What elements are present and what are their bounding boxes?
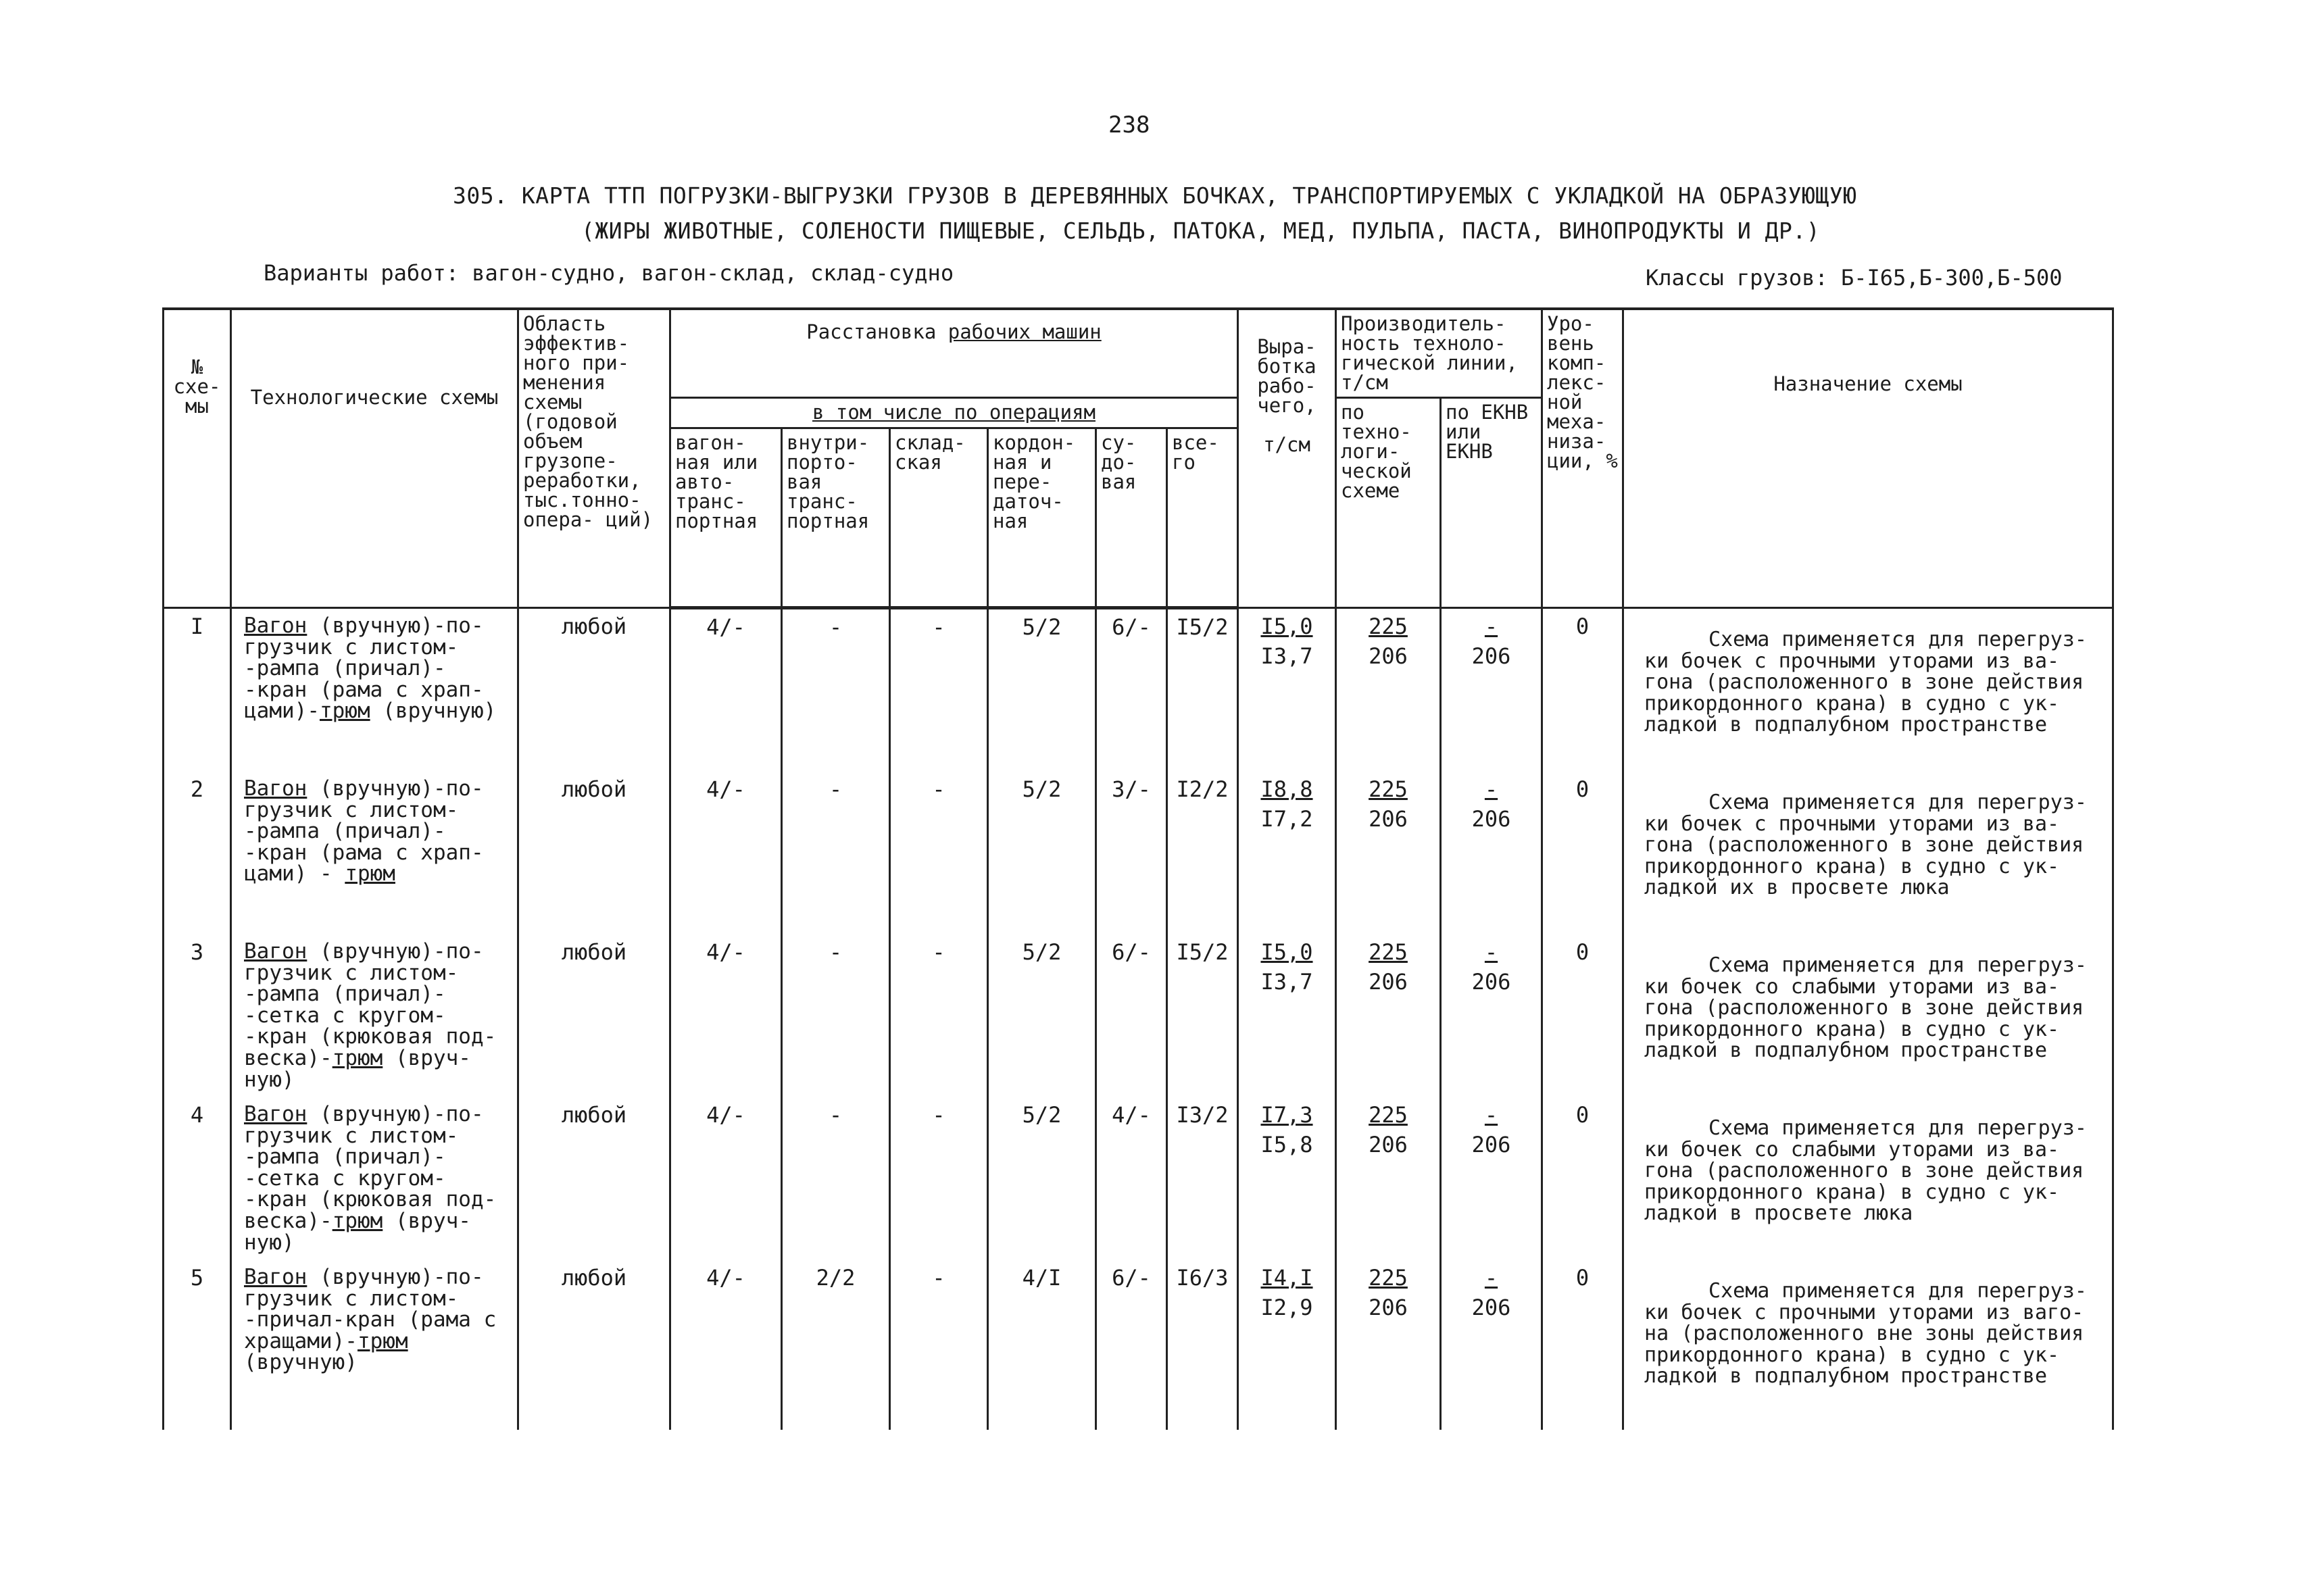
scheme-mid: (вручную)-по- грузчик с листом- -рампа (причал)- -сетка с кругом- -кран (крюковая под- веска)- <box>244 1102 497 1234</box>
header-output-label: Выра- ботка рабо- чего, <box>1257 335 1316 417</box>
table-row <box>164 608 2113 772</box>
prod-ekn-cell <box>1441 772 1542 934</box>
scheme-mid: (вручную)-по- грузчик с листом- -рампа (причал)- -кран (рама с храп- цами)- <box>244 614 484 724</box>
prod-ekn-cell <box>1441 1097 1542 1260</box>
wagon-cell: 4/- <box>670 1097 782 1260</box>
tech-scheme <box>231 1260 518 1430</box>
level-cell: 0 <box>1542 1097 1623 1260</box>
header-prod-ekn: по ЕКНВ или ЕКНВ <box>1441 398 1542 608</box>
header-including: в том числе по операциям <box>670 398 1238 428</box>
output-cell <box>1238 1097 1336 1260</box>
prod-tech-cell <box>1336 608 1441 772</box>
cordon-cell: 5/2 <box>988 1097 1096 1260</box>
area-cell: любой <box>518 1097 670 1260</box>
level-cell: 0 <box>1542 1260 1623 1430</box>
wagon-cell: 4/- <box>670 608 782 772</box>
output-cell <box>1238 934 1336 1097</box>
scheme-start: Вагон <box>244 776 307 801</box>
prod-tech-cell <box>1336 772 1441 934</box>
header-placement-machines: рабочих машин <box>947 320 1102 343</box>
internal-cell: - <box>782 1097 890 1260</box>
cordon-cell: 5/2 <box>988 608 1096 772</box>
output-cell <box>1238 608 1336 772</box>
output-top: I7,3 <box>1260 1102 1313 1128</box>
scheme-hold: трюм <box>332 1209 383 1234</box>
prod-ekn-cell <box>1441 1260 1542 1430</box>
scheme-hold: трюм <box>319 699 370 724</box>
document-subtitle: (ЖИРЫ ЖИВОТНЫЕ, СОЛЕНОСТИ ПИЩЕВЫЕ, СЕЛЬДЬ, ПАТОКА, МЕД, ПУЛЬПА, ПАСТА, ВИНОПРОДУКТЫ И ДР.) <box>581 218 1821 244</box>
ship-cell: 3/- <box>1096 772 1167 934</box>
output-bottom: I5,8 <box>1260 1132 1313 1157</box>
scheme-mid: (вручную)-по- грузчик с листом- -рампа (причал)- -кран (рама с храп- цами) - <box>244 776 484 887</box>
tech-scheme <box>231 608 518 772</box>
scheme-number: 4 <box>164 1097 231 1260</box>
area-cell: любой <box>518 608 670 772</box>
header-ship: су- до- вая <box>1096 428 1167 608</box>
prod-tech-top: 225 <box>1369 614 1408 639</box>
cordon-cell: 5/2 <box>988 772 1096 934</box>
output-cell <box>1238 772 1336 934</box>
output-top: I5,0 <box>1260 939 1313 965</box>
output-bottom: I3,7 <box>1260 643 1313 669</box>
purpose-cell: Схема применяется для перегруз- ки бочек с прочными уторами из ва- гона (расположенного в зоне действия прикордонного крана) в судно с ук- ладкой в подпалубном пространстве <box>1623 608 2113 772</box>
output-top: I4,I <box>1260 1265 1313 1291</box>
cargo-classes: Классы грузов: Б-I65,Б-300,Б-500 <box>1646 265 2063 291</box>
prod-tech-bottom: 206 <box>1369 643 1408 669</box>
scheme-start: Вагон <box>244 939 307 964</box>
scheme-end: (вруч- ную) <box>244 1209 471 1255</box>
scheme-mid: (вручную)-по- грузчик с листом- -причал-кран (рама с хращами)- <box>244 1265 497 1353</box>
purpose-cell: Схема применяется для перегруз- ки бочек с прочными уторами из ва- гона (расположенного в зоне действия прикордонного крана) в судно с ук- ладкой их в просвете люка <box>1623 772 2113 934</box>
header-wagon: вагон- ная или авто- транс- портная <box>670 428 782 608</box>
header-num: № схе- мы <box>164 309 231 608</box>
table-row <box>164 1260 2113 1430</box>
header-level: Уро- вень комп- лекс- ной меха- низа- ции, % <box>1542 309 1623 608</box>
prod-ekn-bottom: 206 <box>1471 1295 1511 1320</box>
ship-cell: 4/- <box>1096 1097 1167 1260</box>
header-cordon: кордон- ная и пере- даточ- ная <box>988 428 1096 608</box>
output-bottom: I2,9 <box>1260 1295 1313 1320</box>
header-internal: внутри- порто- вая транс- портная <box>782 428 890 608</box>
header-placement <box>670 309 1238 398</box>
header-prod-tech: по техно- логи- ческой схеме <box>1336 398 1441 608</box>
output-bottom: I7,2 <box>1260 806 1313 832</box>
table-row <box>164 1097 2113 1260</box>
internal-cell: - <box>782 934 890 1097</box>
tech-scheme <box>231 934 518 1097</box>
page-number: 238 <box>1108 111 1150 139</box>
warehouse-cell: - <box>890 1097 988 1260</box>
tech-scheme <box>231 1097 518 1260</box>
scheme-number: 3 <box>164 934 231 1097</box>
header-output <box>1238 309 1336 608</box>
total-cell: I3/2 <box>1167 1097 1238 1260</box>
prod-ekn-bottom: 206 <box>1471 806 1511 832</box>
scheme-hold: трюм <box>345 862 395 887</box>
prod-ekn-top: - <box>1484 1102 1498 1128</box>
area-cell: любой <box>518 1260 670 1430</box>
scheme-end: (вручную) <box>370 699 497 724</box>
prod-tech-top: 225 <box>1369 1102 1408 1128</box>
level-cell: 0 <box>1542 772 1623 934</box>
purpose-cell: Схема применяется для перегруз- ки бочек со слабыми уторами из ва- гона (расположенного в зоне действия прикордонного крана) в судно с ук- ладкой в подпалубном пространстве <box>1623 934 2113 1097</box>
level-cell: 0 <box>1542 608 1623 772</box>
scheme-number: 5 <box>164 1260 231 1430</box>
scheme-start: Вагон <box>244 1265 307 1289</box>
output-top: I5,0 <box>1260 614 1313 639</box>
scheme-start: Вагон <box>244 1102 307 1126</box>
prod-tech-cell <box>1336 934 1441 1097</box>
table-row <box>164 934 2113 1097</box>
prod-tech-cell <box>1336 1097 1441 1260</box>
prod-ekn-top: - <box>1484 1265 1498 1291</box>
warehouse-cell: - <box>890 1260 988 1430</box>
header-total: все- го <box>1167 428 1238 608</box>
scheme-end: (вручную) <box>244 1350 358 1375</box>
internal-cell: - <box>782 608 890 772</box>
prod-ekn-bottom: 206 <box>1471 643 1511 669</box>
prod-tech-bottom: 206 <box>1369 1295 1408 1320</box>
output-cell <box>1238 1260 1336 1430</box>
level-cell: 0 <box>1542 934 1623 1097</box>
prod-tech-top: 225 <box>1369 1265 1408 1291</box>
scheme-number: I <box>164 608 231 772</box>
header-tech: Технологические схемы <box>231 309 518 608</box>
warehouse-cell: - <box>890 608 988 772</box>
warehouse-cell: - <box>890 772 988 934</box>
total-cell: I5/2 <box>1167 608 1238 772</box>
scheme-start: Вагон <box>244 614 307 638</box>
area-cell: любой <box>518 934 670 1097</box>
output-bottom: I3,7 <box>1260 969 1313 995</box>
header-warehouse: склад- ская <box>890 428 988 608</box>
purpose-cell: Схема применяется для перегруз- ки бочек со слабыми уторами из ва- гона (расположенного в зоне действия прикордонного крана) в судно с ук- ладкой в просвете люка <box>1623 1097 2113 1260</box>
wagon-cell: 4/- <box>670 772 782 934</box>
table-row <box>164 772 2113 934</box>
prod-ekn-top: - <box>1484 939 1498 965</box>
prod-ekn-top: - <box>1484 614 1498 639</box>
total-cell: I6/3 <box>1167 1260 1238 1430</box>
prod-tech-cell <box>1336 1260 1441 1430</box>
total-cell: I2/2 <box>1167 772 1238 934</box>
prod-ekn-bottom: 206 <box>1471 1132 1511 1157</box>
scheme-number: 2 <box>164 772 231 934</box>
ship-cell: 6/- <box>1096 1260 1167 1430</box>
tech-scheme <box>231 772 518 934</box>
wagon-cell: 4/- <box>670 1260 782 1430</box>
wagon-cell: 4/- <box>670 934 782 1097</box>
prod-tech-top: 225 <box>1369 939 1408 965</box>
prod-ekn-cell <box>1441 608 1542 772</box>
prod-ekn-bottom: 206 <box>1471 969 1511 995</box>
prod-tech-bottom: 206 <box>1369 969 1408 995</box>
work-variants: Варианты работ: вагон-судно, вагон-склад, склад-судно <box>264 260 954 286</box>
scheme-hold: трюм <box>357 1328 408 1353</box>
prod-tech-top: 225 <box>1369 776 1408 802</box>
ttp-table <box>162 307 2114 1430</box>
ship-cell: 6/- <box>1096 934 1167 1097</box>
internal-cell: 2/2 <box>782 1260 890 1430</box>
purpose-cell: Схема применяется для перегруз- ки бочек с прочными уторами из ваго- на (расположенного вне зоны действия прикордонного крана) в судно с ук- ладкой в подпалубном пространстве <box>1623 1260 2113 1430</box>
header-purpose: Назначение схемы <box>1623 309 2113 608</box>
scheme-mid: (вручную)-по- грузчик с листом- -рампа (причал)- -сетка с кругом- -кран (крюковая под- веска)- <box>244 939 497 1071</box>
internal-cell: - <box>782 772 890 934</box>
header-output-unit: т/см <box>1263 433 1310 456</box>
header-placement-prefix: Расстановка <box>806 320 948 343</box>
prod-tech-bottom: 206 <box>1369 806 1408 832</box>
cordon-cell: 4/I <box>988 1260 1096 1430</box>
ship-cell: 6/- <box>1096 608 1167 772</box>
cordon-cell: 5/2 <box>988 934 1096 1097</box>
prod-ekn-top: - <box>1484 776 1498 802</box>
prod-ekn-cell <box>1441 934 1542 1097</box>
prod-tech-bottom: 206 <box>1369 1132 1408 1157</box>
scheme-end: (вруч- ную) <box>244 1046 471 1092</box>
output-top: I8,8 <box>1260 776 1313 802</box>
warehouse-cell: - <box>890 934 988 1097</box>
scheme-hold: трюм <box>332 1046 383 1071</box>
header-productivity: Производитель- ность техноло- гической линии, т/см <box>1336 309 1542 398</box>
document-title: 305. КАРТА ТТП ПОГРУЗКИ-ВЫГРУЗКИ ГРУЗОВ В ДЕРЕВЯННЫХ БОЧКАХ, ТРАНСПОРТИРУЕМЫХ С УКЛАДКОЙ НА ОБРАЗУЮЩУЮ <box>453 182 1857 209</box>
area-cell: любой <box>518 772 670 934</box>
header-area: Область эффектив- ного при- менения схемы (годовой объем грузопе- реработки, тыс.тонно- опера- ций) <box>518 309 670 608</box>
total-cell: I5/2 <box>1167 934 1238 1097</box>
